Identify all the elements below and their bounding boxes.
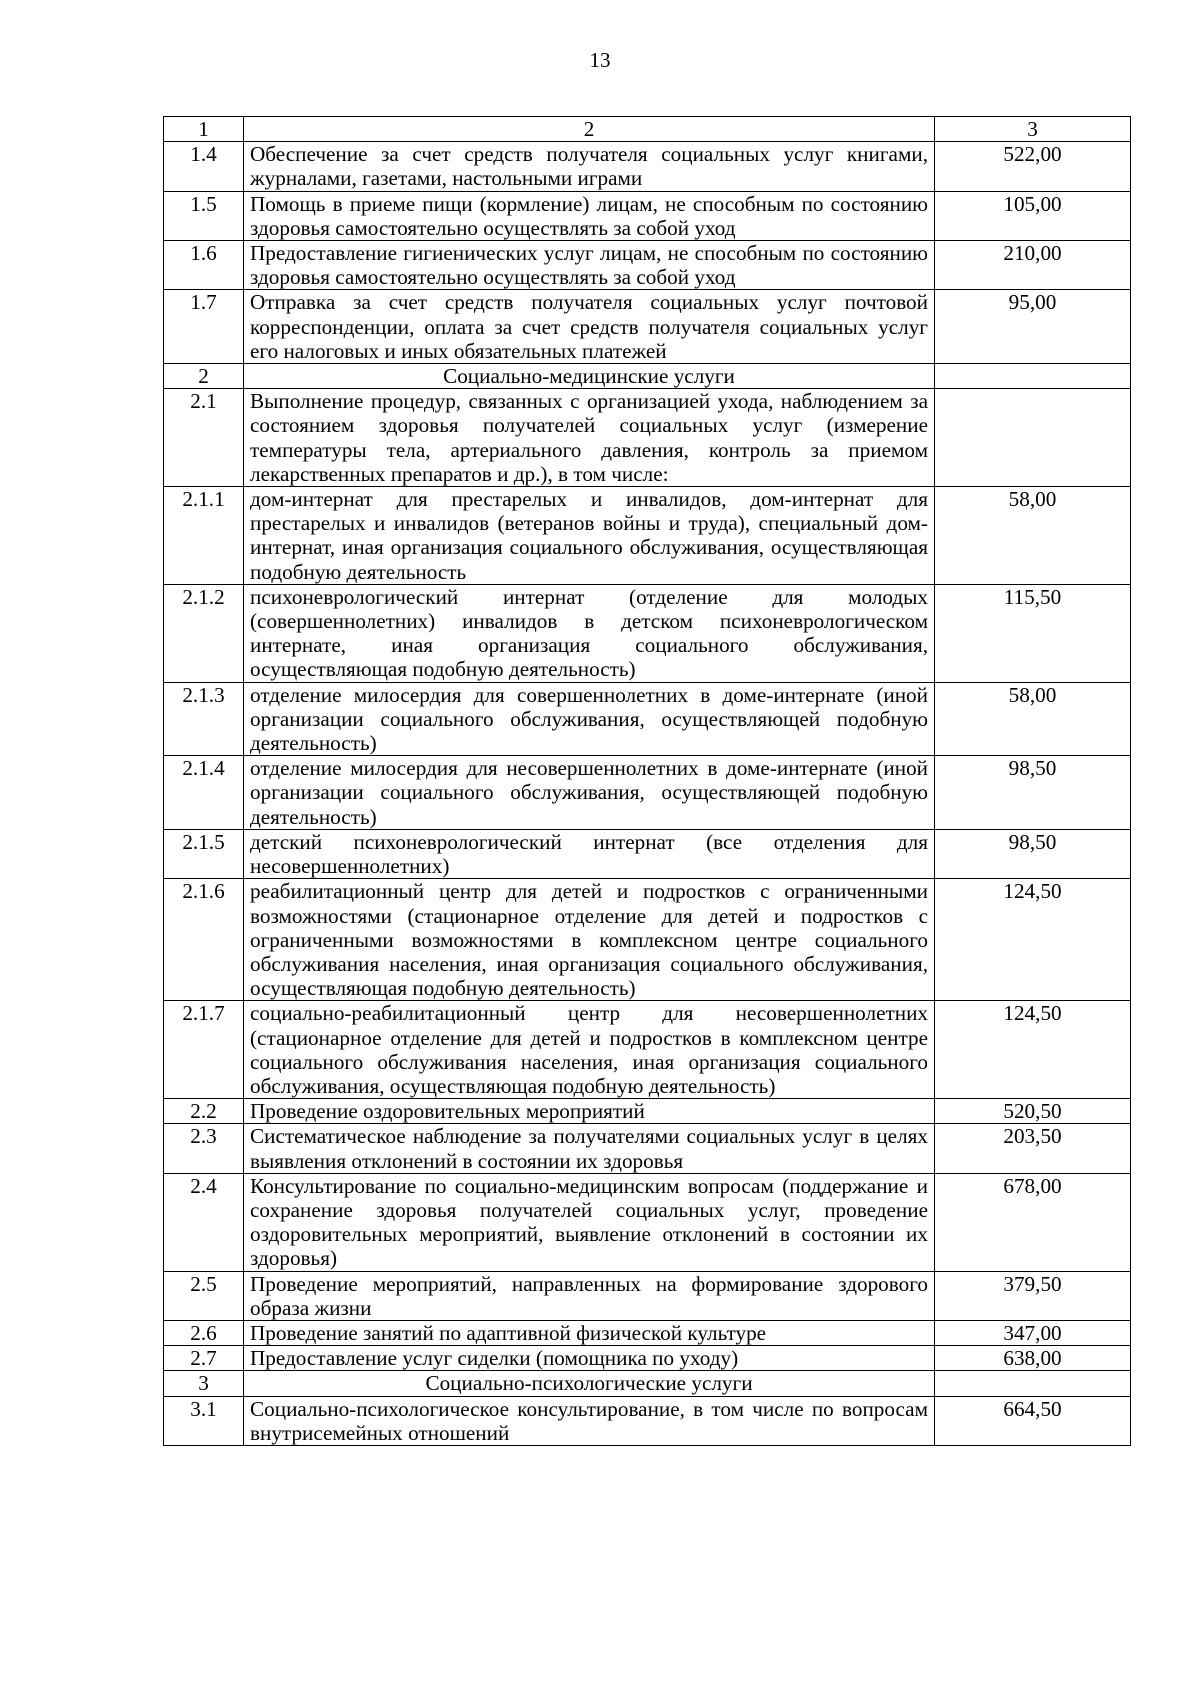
- table-row: [164, 584, 1131, 682]
- section-row: [164, 1371, 1131, 1396]
- service-name: Предоставление услуг сиделки (помощника по уходу): [244, 1346, 935, 1371]
- service-price: 379,50: [935, 1271, 1131, 1320]
- table-row: [164, 1346, 1131, 1371]
- section-value-cell: [935, 364, 1131, 389]
- service-name: Проведение мероприятий, направленных на формирование здорового образа жизни: [244, 1271, 935, 1320]
- service-price: 58,00: [935, 682, 1131, 756]
- row-number: 1.5: [164, 191, 244, 240]
- row-number: 2.7: [164, 1346, 244, 1371]
- row-number: 2.1.7: [164, 1001, 244, 1099]
- row-number: 2: [164, 364, 244, 389]
- service-name: Проведение занятий по адаптивной физической культуре: [244, 1320, 935, 1345]
- row-number: 2.1.6: [164, 879, 244, 1001]
- row-number: 2.3: [164, 1124, 244, 1173]
- table-row: [164, 142, 1131, 191]
- services-tariff-table: [163, 116, 1131, 1446]
- table-row: [164, 487, 1131, 585]
- page-number: 13: [589, 48, 611, 72]
- service-price: 58,00: [935, 487, 1131, 585]
- service-name: Проведение оздоровительных мероприятий: [244, 1099, 935, 1124]
- row-number: 2.2: [164, 1099, 244, 1124]
- header-col-3: 3: [935, 117, 1131, 142]
- service-price: 520,50: [935, 1099, 1131, 1124]
- row-number: 2.1.2: [164, 584, 244, 682]
- table-row: [164, 1320, 1131, 1345]
- service-price: 95,00: [935, 290, 1131, 364]
- service-name: Обеспечение за счет средств получателя социальных услуг книгами, журналами, газетами, настольными играми: [244, 142, 935, 191]
- service-price: 124,50: [935, 879, 1131, 1001]
- table-row: [164, 1271, 1131, 1320]
- service-name: Помощь в приеме пищи (кормление) лицам, не способным по состоянию здоровья самостоятельно осуществлять за собой уход: [244, 191, 935, 240]
- service-price: 638,00: [935, 1346, 1131, 1371]
- table-row: [164, 1173, 1131, 1271]
- service-name: Консультирование по социально-медицинским вопросам (поддержание и сохранение здоровья получателей социальных услуг, проведение оздоровительных мероприятий, выявление отклонений в состоянии их здоровья): [244, 1173, 935, 1271]
- row-number: 3: [164, 1371, 244, 1396]
- service-name: Предоставление гигиенических услуг лицам, не способным по состоянию здоровья самостоятельно осуществлять за собой уход: [244, 241, 935, 290]
- service-name: социально-реабилитационный центр для несовершеннолетних (стационарное отделение для детей и подростков в комплексном центре социального обслуживания населения, иная организация социального обслуживания, осуществляющая подобную деятельность): [244, 1001, 935, 1099]
- service-name: Выполнение процедур, связанных с организацией ухода, наблюдением за состоянием здоровья получателей социальных услуг (измерение температуры тела, артериального давления, контроль за приемом лекарственных препаратов и др.), в том числе:: [244, 389, 935, 487]
- section-row: [164, 364, 1131, 389]
- table-row: [164, 756, 1131, 830]
- section-value-cell: [935, 1371, 1131, 1396]
- service-price: 678,00: [935, 1173, 1131, 1271]
- service-price: 98,50: [935, 829, 1131, 878]
- table-row: [164, 1396, 1131, 1445]
- service-price: 347,00: [935, 1320, 1131, 1345]
- row-number: 2.1.1: [164, 487, 244, 585]
- table-row: [164, 879, 1131, 1001]
- table-row: [164, 191, 1131, 240]
- row-number: 1.4: [164, 142, 244, 191]
- service-name: психоневрологический интернат (отделение для молодых (совершеннолетних) инвалидов в детском психоневрологическом интернате, иная организация социального обслуживания, осуществляющая подобную деятельность): [244, 584, 935, 682]
- service-price: 522,00: [935, 142, 1131, 191]
- row-number: 1.6: [164, 241, 244, 290]
- row-number: 2.1.5: [164, 829, 244, 878]
- service-name: реабилитационный центр для детей и подростков с ограниченными возможностями (стационарное отделение для детей и подростков с ограниченными возможностями в комплексном центре социального обслуживания населения, иная организация социального обслуживания, осуществляющая подобную деятельность): [244, 879, 935, 1001]
- section-title: Социально-медицинские услуги: [244, 364, 935, 389]
- row-number: 2.6: [164, 1320, 244, 1345]
- service-name: дом-интернат для престарелых и инвалидов, дом-интернат для престарелых и инвалидов (ветеранов войны и труда), специальный дом-интернат, иная организация социального обслуживания, осуществляющая подобную деятельность: [244, 487, 935, 585]
- table-row: [164, 290, 1131, 364]
- table-row: [164, 389, 1131, 487]
- header-col-2: 2: [244, 117, 935, 142]
- table-row: [164, 829, 1131, 878]
- row-number: 1.7: [164, 290, 244, 364]
- row-number: 2.5: [164, 1271, 244, 1320]
- service-name: Отправка за счет средств получателя социальных услуг почтовой корреспонденции, оплата за счет средств получателя социальных услуг его налоговых и иных обязательных платежей: [244, 290, 935, 364]
- row-number: 3.1: [164, 1396, 244, 1445]
- table-row: [164, 1124, 1131, 1173]
- service-name: отделение милосердия для несовершеннолетних в доме-интернате (иной организации социального обслуживания, осуществляющей подобную деятельность): [244, 756, 935, 830]
- table-row: [164, 1099, 1131, 1124]
- service-price: 210,00: [935, 241, 1131, 290]
- service-price: 105,00: [935, 191, 1131, 240]
- row-number: 2.4: [164, 1173, 244, 1271]
- table-header-row: [164, 117, 1131, 142]
- table-row: [164, 241, 1131, 290]
- row-number: 2.1.4: [164, 756, 244, 830]
- service-name: Социально-психологическое консультирование, в том числе по вопросам внутрисемейных отношений: [244, 1396, 935, 1445]
- service-price: [935, 389, 1131, 487]
- service-price: 115,50: [935, 584, 1131, 682]
- service-name: отделение милосердия для совершеннолетних в доме-интернате (иной организации социального обслуживания, осуществляющей подобную деятельность): [244, 682, 935, 756]
- service-price: 98,50: [935, 756, 1131, 830]
- service-price: 664,50: [935, 1396, 1131, 1445]
- table-row: [164, 1001, 1131, 1099]
- table-row: [164, 682, 1131, 756]
- service-price: 203,50: [935, 1124, 1131, 1173]
- table-body: [164, 117, 1131, 1446]
- service-price: 124,50: [935, 1001, 1131, 1099]
- section-title: Социально-психологические услуги: [244, 1371, 935, 1396]
- row-number: 2.1: [164, 389, 244, 487]
- header-col-1: 1: [164, 117, 244, 142]
- row-number: 2.1.3: [164, 682, 244, 756]
- service-name: детский психоневрологический интернат (все отделения для несовершеннолетних): [244, 829, 935, 878]
- service-name: Систематическое наблюдение за получателями социальных услуг в целях выявления отклонений в состоянии их здоровья: [244, 1124, 935, 1173]
